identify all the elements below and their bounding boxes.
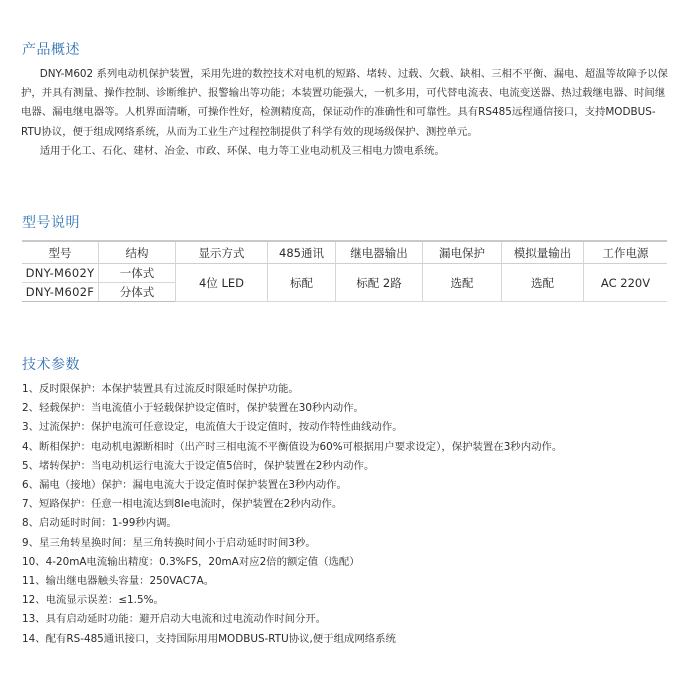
header-relay: 继电器输出	[336, 241, 423, 264]
list-item: 6、漏电（接地）保护：漏电电流大于设定值时保护装置在3秒内动作。	[22, 479, 347, 492]
leakage-cell: 选配	[423, 264, 502, 302]
list-item: 7、短路保护：任意一相电流达到8Ie电流时，保护装置在2秒内动作。	[22, 498, 343, 511]
list-item: 13、具有启动延时功能：避开启动大电流和过电流动作时间分开。	[22, 613, 327, 626]
power-cell: AC 220V	[584, 264, 668, 302]
header-485: 485通讯	[268, 241, 336, 264]
header-structure: 结构	[99, 241, 176, 264]
params-list	[22, 380, 672, 649]
model-cell: DNY-M602F	[22, 283, 99, 302]
header-model: 型号	[22, 241, 99, 264]
list-item: 3、过流保护：保护电流可任意设定，电流值大于设定值时，按动作特性曲线动作。	[22, 421, 403, 434]
structure-cell: 一体式	[99, 264, 176, 283]
header-power: 工作电源	[584, 241, 668, 264]
list-item: 14、配有RS-485通讯接口，支持国际用用MODBUS-RTU协议,便于组成网络系统	[22, 632, 396, 645]
header-analog: 模拟量输出	[502, 241, 584, 264]
table-header-row	[22, 241, 667, 264]
list-item: 9、星三角转星换时间：星三角转换时间小于启动延时时间3秒。	[22, 536, 316, 549]
list-item: 10、4-20mA电流输出精度：0.3%FS，20mA对应2倍的额定值（选配）	[22, 555, 360, 568]
overview-paragraph: DNY-M602 系列电动机保护装置，采用先进的数控技术对电机的短路、堵转、过载、欠载、缺相、三相不平衡、漏电、超温等故障予以保护，并具有测量、操作控制、诊断维护、报警输出等功能；本装置功能强大，一机多用，可代替电流表、电流变送器、热过载继电器、时间继电器、漏电继电器等。人机界面清晰，可操作性好，检测精度高，保证动作的准确性和可靠性。具有RS485远程通信接口，支持MODBUS-RTU协议，便于组成网络系统，从而为工业生产过程控制提供了科学有效的现场级保护、测控单元。	[21, 68, 668, 138]
comm485-cell: 标配	[268, 264, 336, 302]
list-item: 5、堵转保护：当电动机运行电流大于设定值5倍时，保护装置在2秒内动作。	[22, 459, 375, 472]
list-item: 11、输出继电器触头容量：250VAC7A。	[22, 575, 215, 588]
structure-cell: 分体式	[99, 283, 176, 302]
analog-cell: 选配	[502, 264, 584, 302]
list-item: 2、轻载保护：当电流值小于轻载保护设定值时，保护装置在30秒内动作。	[22, 402, 364, 415]
list-item: 4、断相保护：电动机电源断相时（出产时三相电流不平衡值设为60%可根据用户要求设定），保护装置在3秒内动作。	[22, 440, 563, 453]
list-item: 1、反时限保护：本保护装置具有过流反时限延时保护功能。	[22, 383, 299, 395]
overview-title: 产品概述	[22, 42, 80, 58]
model-cell: DNY-M602Y	[22, 264, 99, 283]
relay-cell: 标配 2路	[336, 264, 423, 302]
table-row	[22, 264, 667, 283]
display-cell: 4位 LED	[176, 264, 268, 302]
params-title: 技术参数	[22, 357, 80, 373]
header-leakage: 漏电保护	[423, 241, 502, 264]
overview-paragraph: 适用于化工、石化、建材、冶金、市政、环保、电力等工业电动机及三相电力馈电系统。	[39, 144, 445, 157]
overview-text	[21, 65, 669, 161]
list-item: 8、启动延时时间：1-99秒内调。	[22, 517, 177, 530]
header-display: 显示方式	[176, 241, 268, 264]
models-title: 型号说明	[22, 215, 80, 231]
model-table	[22, 240, 667, 302]
list-item: 12、电流显示误差：≤1.5%。	[22, 594, 164, 607]
